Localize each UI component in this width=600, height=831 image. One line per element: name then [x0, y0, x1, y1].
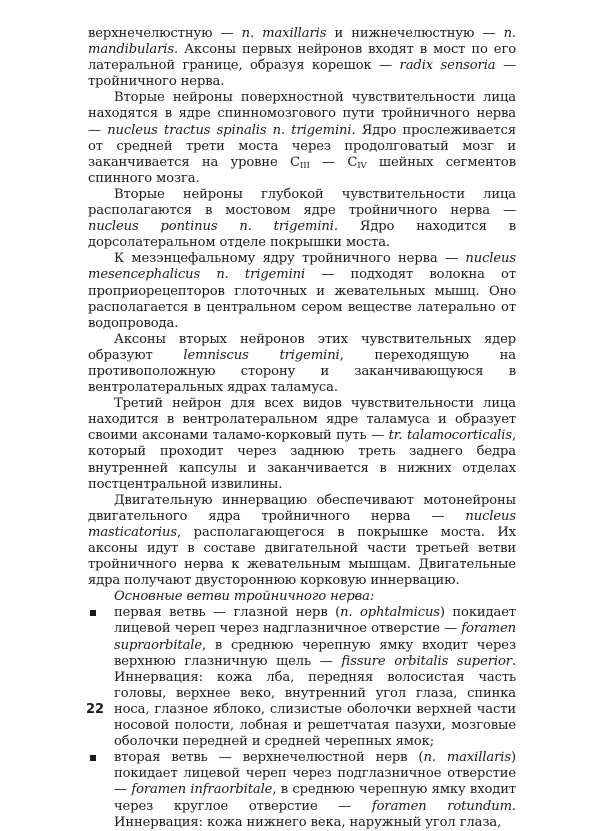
text-run: — тройничного нерва. — [88, 58, 516, 90]
text-run: , переходящую на противоположную сторону и заканчивающуюся в вентролатеральных ядрах таламуса. — [88, 347, 516, 396]
branch-list — [88, 605, 516, 830]
latin-term: n. maxillaris — [241, 26, 327, 41]
text-run: Третий нейрон для всех видов чувствительности лица находится в вентролатеральном ядре таламуса и образует своими аксонами таламо-корковый путь — — [88, 396, 516, 444]
text-run: . Ядро прослеживается от средней трети моста через продолговатый мозг и заканчивается на уровне C — [88, 122, 517, 170]
paragraph-4 — [88, 251, 516, 331]
text-run: первая ветвь — глазной нерв ( — [114, 605, 341, 621]
latin-term: n. mandibularis. — [88, 26, 516, 58]
text-run: , в среднюю черепную ямку входит через круглое отверстие — — [114, 782, 516, 814]
latin-term: nucleus masticatorius — [88, 508, 516, 540]
text-run: верхнечелюстную — — [88, 26, 242, 41]
paragraph-1 — [88, 26, 516, 90]
paragraph-6 — [88, 396, 516, 493]
latin-term: radix sensoria — [399, 58, 496, 74]
text-run: ) покидает лицевой череп через надглазничное отверстие — — [114, 605, 516, 637]
latin-term: foramen supraorbitale — [114, 621, 516, 653]
text-run: шейных сегментов спинного мозга. — [88, 154, 516, 186]
paragraph-7 — [88, 493, 516, 590]
square-bullet-icon — [90, 755, 96, 761]
latin-term: foramen infraorbitale — [131, 782, 273, 798]
latin-term: foramen rotundum — [371, 798, 512, 814]
text-run: , располагающегося в покрышке моста. Их аксоны идут в составе двигательной части третьей ветви тройничного нерва к жевательным мышцам. Двигательные ядра получают двустороннюю корковую иннервацию. — [88, 524, 516, 589]
paragraph-2 — [88, 90, 516, 187]
text-run: ) покидает лицевой череп через подглазничное отверстие — — [114, 750, 516, 798]
latin-term: lemniscus trigemini — [183, 347, 340, 363]
paragraph-3 — [88, 187, 516, 251]
latin-term: tr. talamocorticalis — [388, 428, 512, 444]
list-item — [88, 750, 516, 830]
page-number: 22 — [86, 702, 105, 717]
latin-term: nucleus pontinus n. trigemini — [88, 219, 334, 235]
branches-heading — [88, 589, 516, 605]
text-run: . Иннервация: кожа лба, передняя волосистая часть головы, верхнее веко, внутренний угол глаза, спинка носа, глазное яблоко, слизистые оболочки верхней части носовой полости, лобная и решетчатая пазухи, мозговые оболочки передней и средней черепных ямок; — [114, 653, 516, 750]
text-run: и нижнечелюстную — — [326, 26, 504, 41]
text-run: Аксоны вторых нейронов этих чувствительных ядер образуют — [88, 331, 516, 363]
latin-term: fissure orbitalis superior — [341, 653, 512, 669]
list-item — [88, 605, 516, 750]
subscript: IV — [357, 160, 367, 171]
text-run: Аксоны первых нейронов входят в мост по его латеральной границе, образуя корешок — — [88, 42, 516, 74]
text-run: Вторые нейроны глубокой чувствительности лица располагаются в мостовом ядре тройничного нерва — — [88, 186, 516, 219]
latin-term: nucleus tractus spinalis n. trigemini — [107, 122, 352, 138]
paragraph-5 — [88, 332, 516, 396]
text-run: Вторые нейроны поверхностной чувствительности лица находятся в ядре спинномозгового пути тройничного нерва — — [88, 90, 516, 138]
branches-heading-text: Основные ветви тройничного нерва: — [114, 589, 375, 605]
text-run: Двигательную иннервацию обеспечивают мотонейроны двигательного ядра тройничного нерва — — [88, 492, 516, 524]
text-run: , который проходит через заднюю треть заднего бедра внутренней капсулы и заканчивается в нижних отделах постцентральной извилины. — [88, 428, 517, 492]
text-run: — C — [309, 154, 358, 170]
text-run: . Иннервация: кожа нижнего века, наружный угол глаза, — [114, 798, 516, 830]
square-bullet-icon — [90, 610, 96, 616]
text-run: — подходят волокна от проприорецепторов глоточных и жевательных мышц. Оно располагается в центральном сером веществе латерально от водопровода. — [88, 267, 516, 331]
latin-term: n. ophtalmicus — [340, 605, 440, 621]
text-run: К мезэнцефальному ядру тройничного нерва — — [114, 251, 466, 267]
latin-term: nucleus mesencephalicus n. trigemini — [88, 251, 516, 283]
page-text — [88, 26, 516, 831]
text-run: . Ядро находится в дорсолатеральном отделе покрышки моста. — [88, 219, 516, 251]
subscript: III — [299, 160, 310, 171]
latin-term: n. maxillaris — [423, 750, 511, 766]
text-run: вторая ветвь — верхнечелюстной нерв ( — [114, 750, 424, 766]
text-run: , в среднюю черепную ямку входит через верхнюю глазничную щель — — [114, 637, 516, 669]
